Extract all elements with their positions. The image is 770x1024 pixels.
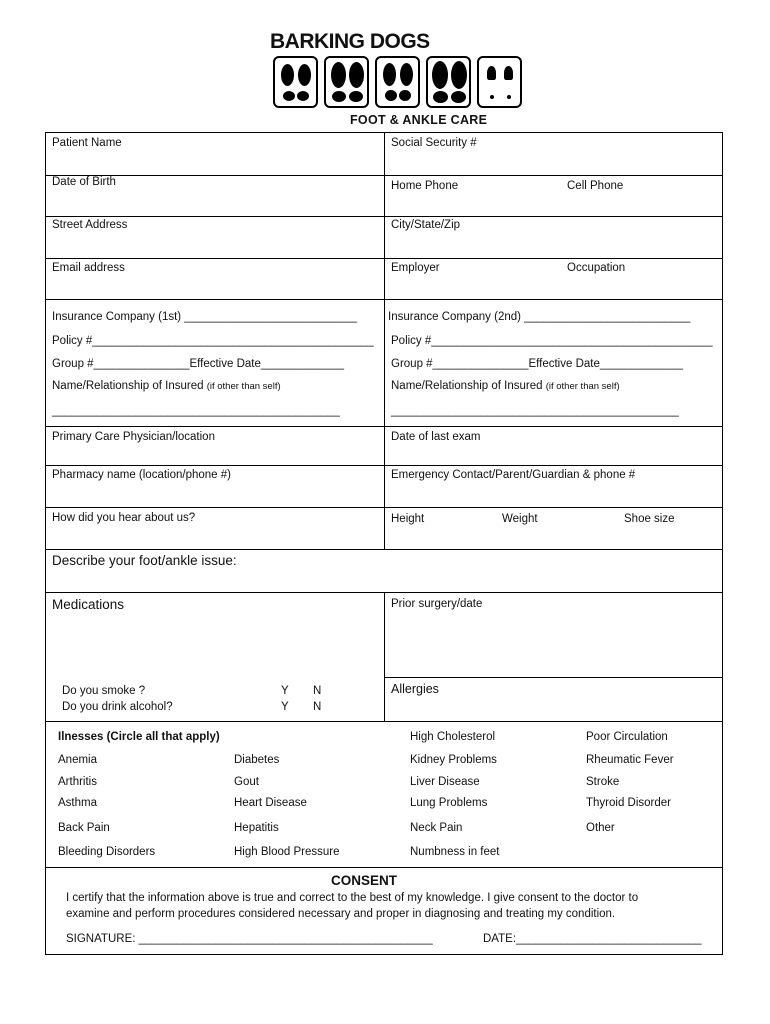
ssn-label[interactable]: Social Security # <box>391 137 477 149</box>
describe-issue-label[interactable]: Describe your foot/ankle issue: <box>52 553 237 568</box>
insurance1-line[interactable]: _____________________________________________ <box>52 405 340 417</box>
home-phone-label[interactable]: Home Phone <box>391 180 459 192</box>
shoe-size-label[interactable]: Shoe size <box>624 513 675 525</box>
illness-item[interactable]: Liver Disease <box>410 776 480 788</box>
illness-item[interactable]: Hepatitis <box>234 822 279 834</box>
footprint-icon <box>426 56 471 108</box>
insured-label: Name/Relationship of Insured <box>52 380 204 392</box>
smoke-no-option[interactable]: N <box>313 685 322 697</box>
drink-question: Do you drink alcohol? <box>62 701 173 713</box>
illness-item[interactable]: Stroke <box>586 776 620 788</box>
emergency-label[interactable]: Emergency Contact/Parent/Guardian & phone # <box>391 469 636 481</box>
illness-item[interactable]: Anemia <box>58 754 97 766</box>
insurance1-group[interactable]: Group #_______________Effective Date_____________ <box>52 358 345 370</box>
illnesses-heading: Ilnesses (Circle all that apply) <box>58 731 220 743</box>
insurance1-policy[interactable]: Policy #____________________________________________ <box>52 335 374 347</box>
illness-item[interactable]: Lung Problems <box>410 797 488 809</box>
city-label[interactable]: City/State/Zip <box>391 219 461 231</box>
illness-item[interactable]: Neck Pain <box>410 822 463 834</box>
brand-name: BARKING DOGS <box>270 30 430 53</box>
illness-item[interactable]: Asthma <box>58 797 97 809</box>
illness-item[interactable]: Gout <box>234 776 259 788</box>
consent-text-line1: I certify that the information above is true and correct to the best of my knowledge. I give consent to the doctor to <box>66 892 639 904</box>
patient-name-label[interactable]: Patient Name <box>52 137 122 149</box>
illness-item[interactable]: Poor Circulation <box>586 731 668 743</box>
drink-yes-option[interactable]: Y <box>281 701 289 713</box>
weight-label[interactable]: Weight <box>502 513 538 525</box>
consent-heading: CONSENT <box>331 873 398 888</box>
footprint-icon <box>324 56 369 108</box>
date-field[interactable]: DATE:_____________________________ <box>483 933 702 945</box>
signature-field[interactable]: SIGNATURE: ______________________________________________ <box>66 933 433 945</box>
pcp-label[interactable]: Primary Care Physician/location <box>52 431 215 443</box>
insurance2-group[interactable]: Group #_______________Effective Date_____________ <box>391 358 684 370</box>
height-label[interactable]: Height <box>391 513 425 525</box>
illness-item[interactable]: Diabetes <box>234 754 280 766</box>
pharmacy-label[interactable]: Pharmacy name (location/phone #) <box>52 469 231 481</box>
insured-label: Name/Relationship of Insured <box>391 380 543 392</box>
insurance2-policy[interactable]: Policy #____________________________________________ <box>391 335 713 347</box>
illness-item[interactable]: Arthritis <box>58 776 97 788</box>
medications-label[interactable]: Medications <box>52 597 125 612</box>
illness-item[interactable]: Thyroid Disorder <box>586 797 671 809</box>
footprint-icon <box>375 56 420 108</box>
illness-item[interactable]: Back Pain <box>58 822 110 834</box>
employer-label[interactable]: Employer <box>391 262 440 274</box>
insured-note: (if other than self) <box>545 381 620 392</box>
insurance2-insured[interactable] <box>391 380 620 392</box>
hear-label[interactable]: How did you hear about us? <box>52 512 196 524</box>
illness-item[interactable]: High Cholesterol <box>410 731 496 743</box>
email-label[interactable]: Email address <box>52 262 125 274</box>
illness-item[interactable]: Kidney Problems <box>410 754 497 766</box>
illness-item[interactable]: High Blood Pressure <box>234 846 340 858</box>
illness-item[interactable]: Numbness in feet <box>410 846 500 858</box>
illness-item[interactable]: Bleeding Disorders <box>58 846 156 858</box>
dob-label[interactable]: Date of Birth <box>52 176 116 188</box>
illness-item[interactable]: Other <box>586 822 615 834</box>
drink-no-option[interactable]: N <box>313 701 322 713</box>
insurance1-company[interactable]: Insurance Company (1st) ___________________________ <box>52 311 357 323</box>
prior-surgery-label[interactable]: Prior surgery/date <box>391 598 483 610</box>
consent-text-line2: examine and perform procedures considered necessary and proper in diagnosing and treating my condition. <box>66 908 616 920</box>
occupation-label[interactable]: Occupation <box>567 262 626 274</box>
tagline: FOOT & ANKLE CARE <box>350 113 488 127</box>
cell-phone-label[interactable]: Cell Phone <box>567 180 624 192</box>
illness-item[interactable]: Rheumatic Fever <box>586 754 674 766</box>
insurance1-insured[interactable] <box>52 380 281 392</box>
smoke-question: Do you smoke ? <box>62 685 146 697</box>
insurance2-line[interactable]: _____________________________________________ <box>391 405 679 417</box>
footprint-icon <box>477 56 522 108</box>
allergies-label[interactable]: Allergies <box>391 682 439 696</box>
footprint-icon <box>273 56 318 108</box>
insurance2-company[interactable]: Insurance Company (2nd) __________________________ <box>388 311 691 323</box>
last-exam-label[interactable]: Date of last exam <box>391 431 481 443</box>
smoke-yes-option[interactable]: Y <box>281 685 289 697</box>
street-label[interactable]: Street Address <box>52 219 128 231</box>
insured-note: (if other than self) <box>206 381 281 392</box>
illness-item[interactable]: Heart Disease <box>234 797 307 809</box>
